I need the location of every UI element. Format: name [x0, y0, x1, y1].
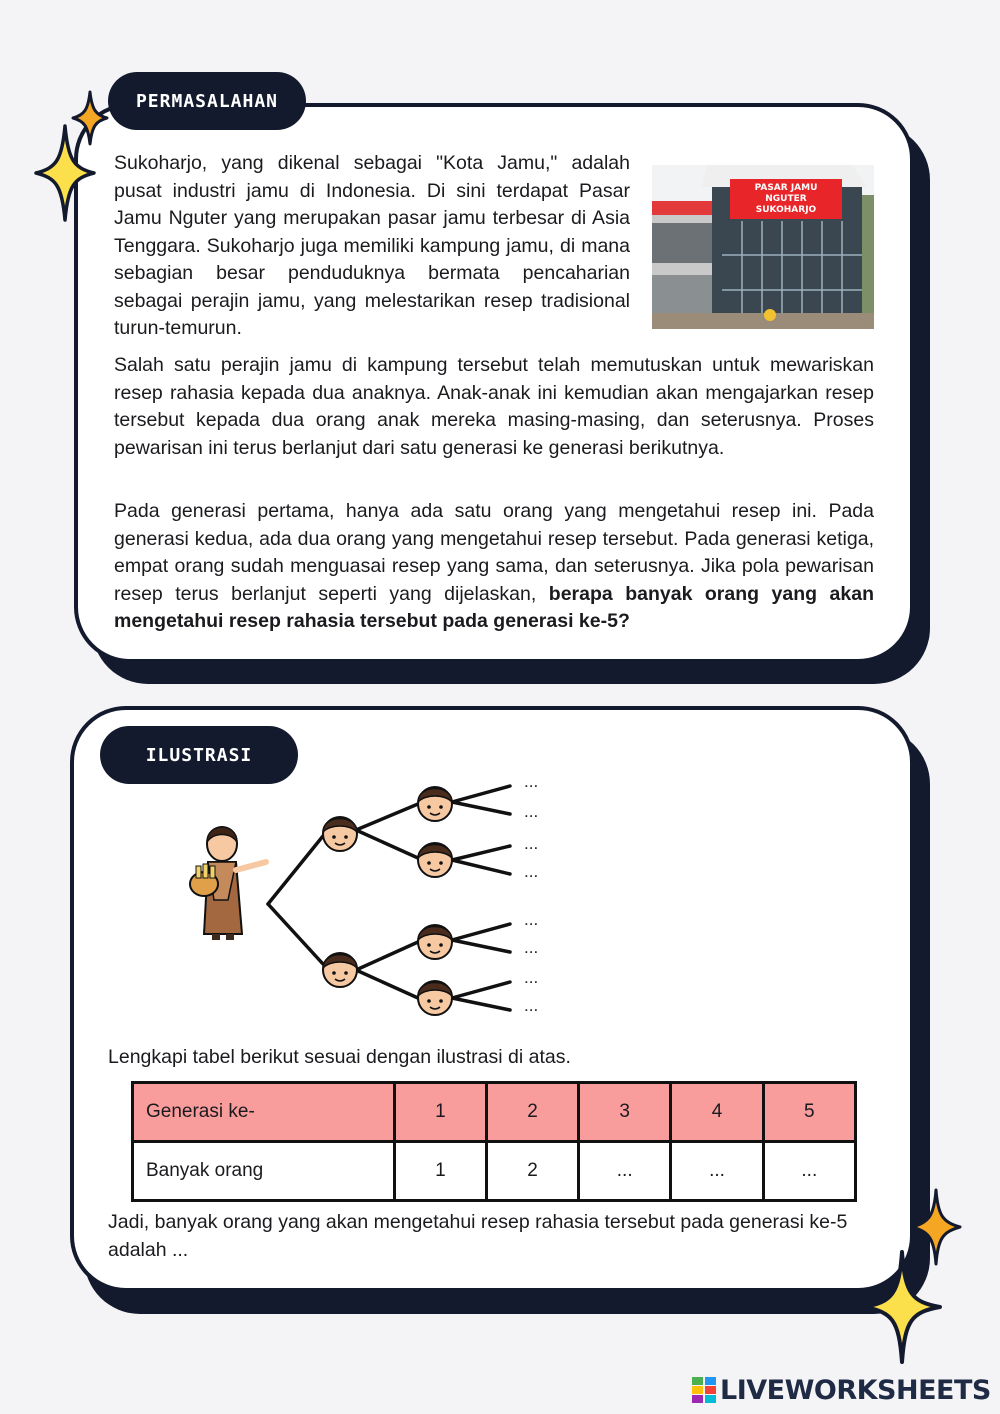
people-count-label: Banyak orang [133, 1142, 395, 1201]
grandchild-face-icon [418, 925, 452, 959]
people-count-answer-3[interactable]: ... [579, 1142, 671, 1201]
problem-paragraph-2: Salah satu perajin jamu di kampung tersebut telah memutuskan untuk mewariskan resep rahasia kepada dua anaknya. Anak-anak ini kemudian akan mengajarkan resep tersebut kepada dua orang anak mereka masing-masing, dan seterusnya. Proses pewarisan ini terus berlanjut dari satu generasi ke generasi berikutnya. [114, 354, 874, 459]
inheritance-tree-diagram [180, 770, 580, 1030]
tree-branch [452, 846, 510, 860]
sparkle-large-icon [862, 1250, 942, 1364]
liveworksheets-mark-icon [692, 1377, 716, 1403]
grandchild-face-icon [418, 981, 452, 1015]
jamu-seller-figure [190, 827, 266, 940]
tree-branch [452, 982, 510, 998]
conclusion-text[interactable]: Jadi, banyak orang yang akan mengetahui resep rahasia tersebut pada generasi ke-5 adalah ... [108, 1211, 848, 1261]
pasar-jamu-photo [652, 165, 874, 329]
tree-branch [452, 924, 510, 940]
tree-continuation-dots: ... [524, 910, 539, 929]
generation-number: 1 [394, 1083, 486, 1142]
tree-continuation-dots: ... [524, 772, 539, 791]
generation-number: 5 [763, 1083, 855, 1142]
sign-line-3: SUKOHARJO [755, 205, 817, 215]
problem-question: berapa banyak orang yang akan mengetahui resep rahasia tersebut pada generasi ke-5? [114, 582, 874, 632]
tree-branch [268, 904, 323, 964]
problem-paragraph-3 [114, 498, 874, 636]
sparkle-small-icon [71, 90, 109, 146]
tree-continuation-dots: ... [524, 802, 539, 821]
tree-branch [356, 830, 418, 858]
table-row [133, 1142, 856, 1201]
generation-number: 3 [579, 1083, 671, 1142]
tree-branch [452, 860, 510, 874]
tree-branch [452, 940, 510, 952]
generation-label: Generasi ke- [133, 1083, 395, 1142]
tree-branch [452, 802, 510, 814]
people-count-answer-5[interactable]: ... [763, 1142, 855, 1201]
problem-paragraph-1: Sukoharjo, yang dikenal sebagai "Kota Jamu," adalah pusat industri jamu di Indonesia. Di sini terdapat Pasar Jamu Nguter yang merupakan pasar jamu terbesar di Asia Tenggara. Sukoharjo juga memiliki kampung jamu, di mana sebagian besar penduduknya bermata pencaharian sebagai perajin jamu, yang melestarikan resep tradisional turun-temurun. [114, 152, 630, 339]
liveworksheets-logo[interactable] [692, 1372, 991, 1408]
child-face-icon [323, 953, 357, 987]
generation-number: 2 [486, 1083, 578, 1142]
child-face-icon [323, 817, 357, 851]
generation-table [131, 1081, 857, 1202]
problem-paragraph-3-text: Pada generasi pertama, hanya ada satu orang yang mengetahui resep ini. Pada generasi kedua, ada dua orang yang mengetahui resep tersebut. Pada generasi ketiga, empat orang sudah menguasai resep yang sama, dan seterusnya. Jika pola pewarisan resep terus berlanjut seperti yang dijelaskan, [114, 500, 874, 605]
grandchild-face-icon [418, 787, 452, 821]
liveworksheets-wordmark: LIVEWORKSHEETS [720, 1374, 991, 1406]
tree-branch [356, 970, 418, 998]
grandchild-face-icon [418, 843, 452, 877]
tree-continuation-dots: ... [524, 834, 539, 853]
people-count-cell: 1 [394, 1142, 486, 1201]
people-count-answer-4[interactable]: ... [671, 1142, 763, 1201]
generation-number: 4 [671, 1083, 763, 1142]
tree-continuation-dots: ... [524, 938, 539, 957]
illustration-tag-label: ILUSTRASI [145, 744, 253, 766]
people-count-cell: 2 [486, 1142, 578, 1201]
tree-branch [268, 836, 323, 904]
tree-continuation-dots: ... [524, 862, 539, 881]
sign-line-1: PASAR JAMU [754, 183, 818, 193]
tree-continuation-dots: ... [524, 968, 539, 987]
tree-continuation-dots: ... [524, 996, 539, 1015]
table-instruction: Lengkapi tabel berikut sesuai dengan ilustrasi di atas. [108, 1046, 571, 1068]
tree-branch [452, 786, 510, 802]
table-header-row [133, 1083, 856, 1142]
tree-branch [356, 804, 418, 830]
problem-tag [108, 72, 306, 130]
sign-line-2: NGUTER [765, 194, 807, 204]
tree-branch [356, 942, 418, 970]
problem-tag-label: PERMASALAHAN [135, 90, 279, 112]
tree-branch [452, 998, 510, 1010]
